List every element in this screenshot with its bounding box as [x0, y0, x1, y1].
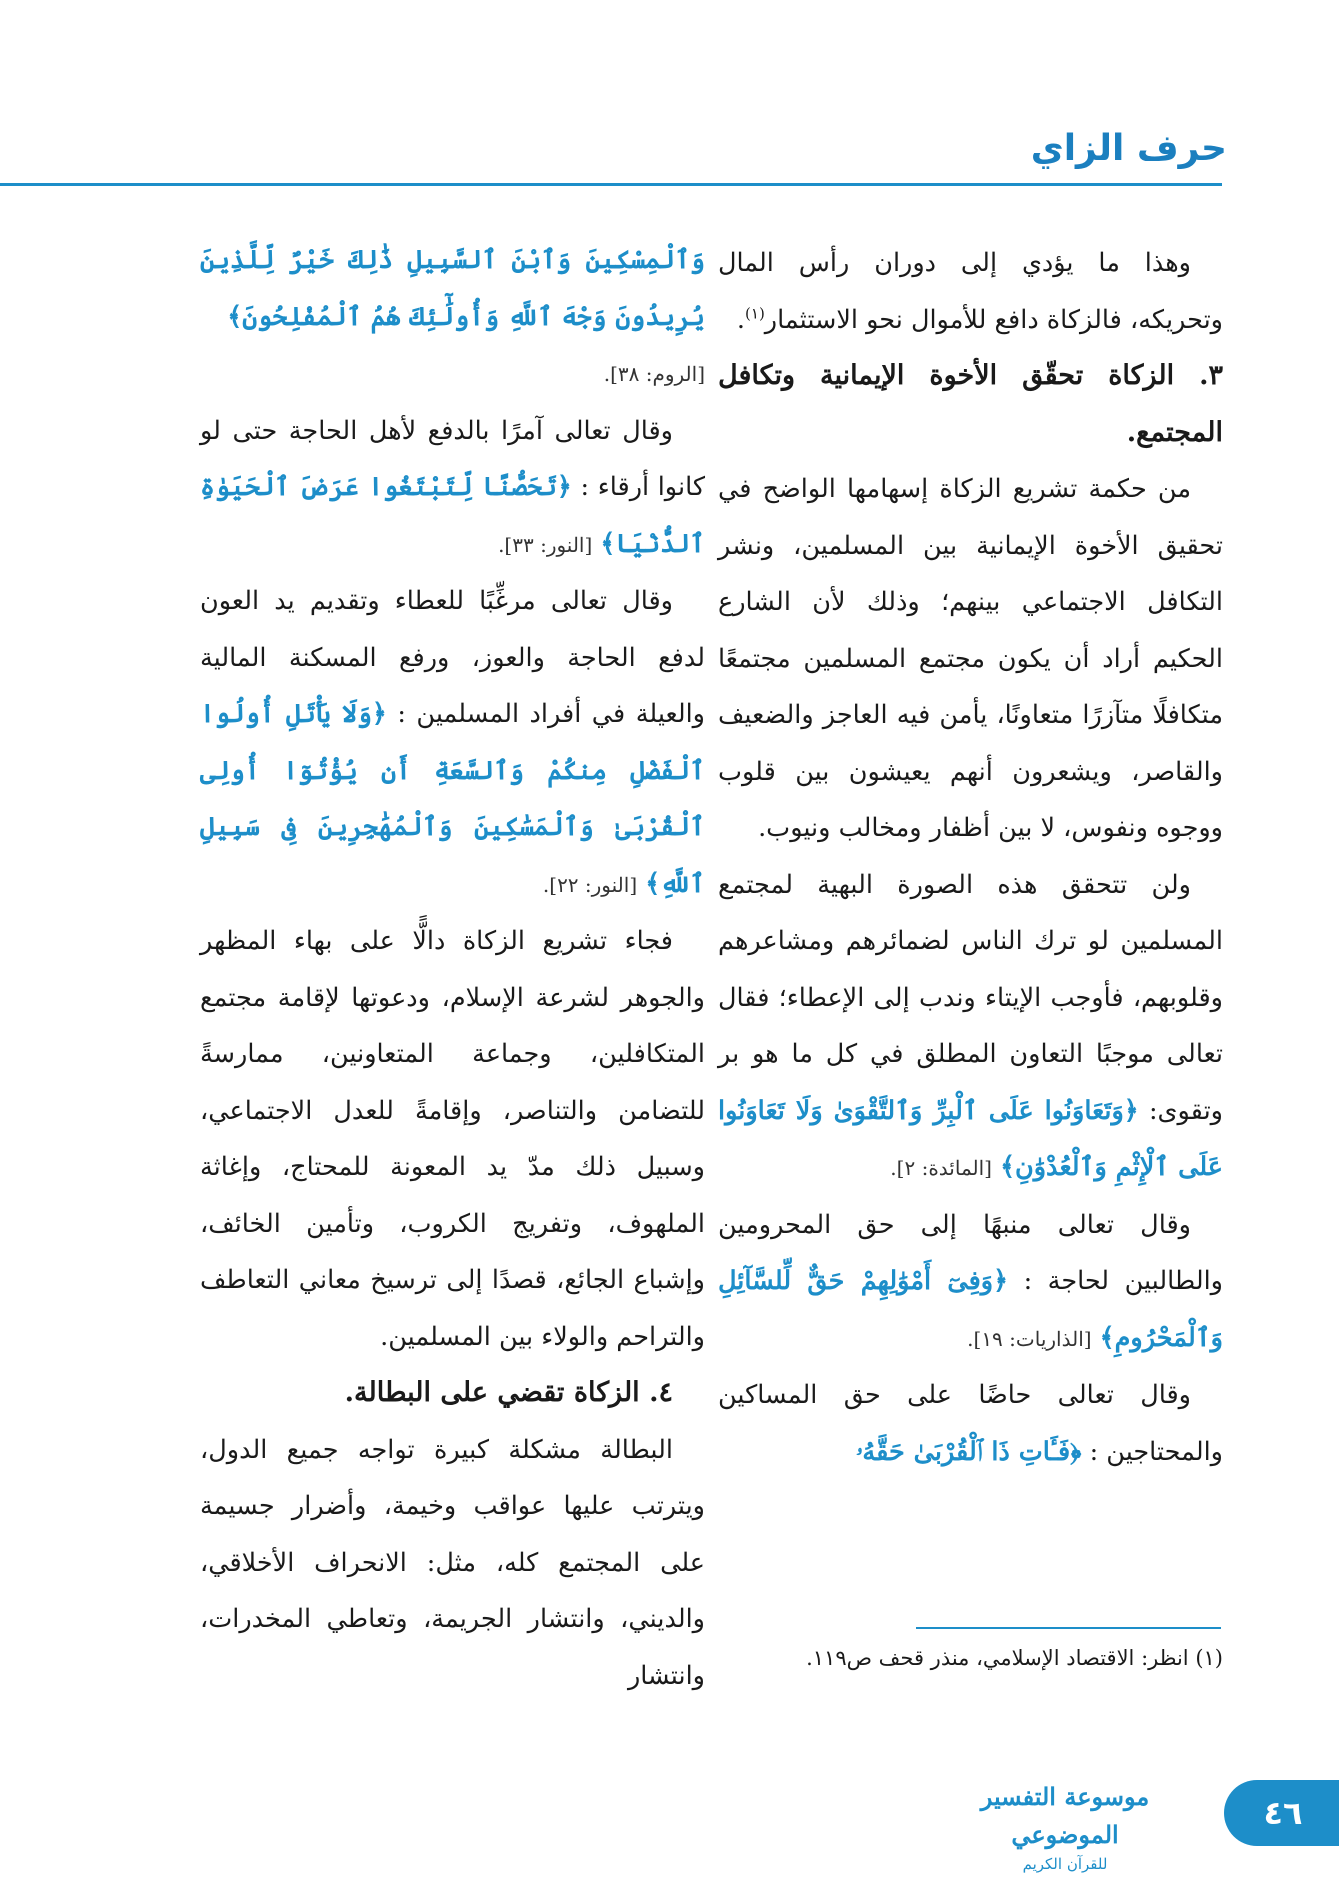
page-number: ٤٦	[1263, 1794, 1303, 1832]
left-column	[200, 232, 705, 1704]
paragraph	[200, 345, 705, 403]
footnote-marker[interactable]: (١)	[745, 304, 765, 322]
logo-subtitle: للقرآن الكريم	[1022, 1855, 1108, 1873]
encyclopedia-logo	[930, 1778, 1200, 1873]
paragraph-text: ولن تتحقق هذه الصورة البهية لمجتمع المسلمين لو ترك الناس لضمائرهم ومشاعرهم وقلوبهم، فأوجب الإيتاء وندب إلى الإعطاء؛ فقال تعالى موجبًا التعاون المطلق في كل ما هو بر وتقوى:	[718, 869, 1223, 1126]
quran-verse: ﴿وَلَا يَأْتَلِ أُولُوا ٱلْفَضْلِ مِنكُمْ وَٱلسَّعَةِ أَن يُؤْتُوٓا أُولِى ٱلْقُرْبَىٰ وَٱلْمَسَٰكِينَ وَٱلْمُهَٰجِرِينَ فِى سَبِيلِ ٱللَّهِ﴾	[200, 699, 705, 899]
paragraph-text: وقال تعالى منبهًا إلى حق المحرومين والطالبين لحاجة :	[718, 1209, 1223, 1296]
paragraph	[718, 1197, 1223, 1368]
verse-reference: [النور: ٢٢].	[542, 872, 638, 897]
paragraph: البطالة مشكلة كبيرة تواجه جميع الدول، ويترتب عليها عواقب وخيمة، وأضرار جسيمة على المجتمع كله، مثل: الانحراف الأخلاقي، والديني، وانتشار الجريمة، وتعاطي المخدرات، وانتشار	[200, 1434, 705, 1691]
paragraph-text: وقال تعالى مرغِّبًا للعطاء وتقديم يد العون لدفع الحاجة والعوز، ورفع المسكنة المالية والعيلة في أفراد المسلمين :	[200, 586, 705, 729]
verse-reference: [الروم: ٣٨].	[603, 362, 705, 386]
logo-title: موسوعة التفسير الموضوعي	[980, 1782, 1150, 1849]
section-heading: ٣. الزكاة تحقّق الأخوة الإيمانية وتكافل المجتمع.	[718, 360, 1223, 448]
paragraph	[200, 573, 705, 913]
paragraph	[718, 235, 1223, 348]
paragraph	[200, 232, 705, 345]
quran-verse: ﴿فَـَٔاتِ ذَا ٱلْقُرْبَىٰ حَقَّهُۥ	[856, 1436, 1082, 1467]
header-rule	[0, 183, 1222, 186]
paragraph-text: وقال تعالى آمرًا بالدفع لأهل الحاجة حتى لو كانوا أرقاء :	[200, 415, 705, 502]
paragraph	[718, 1367, 1223, 1480]
footnote: (١) انظر: الاقتصاد الإسلامي، منذر قحف ص١١٩.	[806, 1646, 1223, 1670]
paragraph: فجاء تشريع الزكاة دالًّا على بهاء المظهر والجوهر لشرعة الإسلام، ودعوتها لإقامة مجتمع المتكافلين، وجماعة المتعاونين، ممارسةً للتضامن والتناصر، وإقامةً للعدل الاجتماعي، وسبيل ذلك مدّ يد المعونة للمحتاج، وإغاثة الملهوف، وتفريج الكروب، وتأمين الخائف، وإشباع الجائع، قصدًا إلى ترسيخ معاني التعاطف والتراحم والولاء بين المسلمين.	[200, 926, 705, 1352]
paragraph-text: وقال تعالى حاضًا على حق المساكين والمحتاجين :	[718, 1380, 1223, 1467]
section-heading: ٤. الزكاة تقضي على البطالة.	[344, 1377, 673, 1408]
quran-verse: وَٱلْمِسْكِينَ وَٱبْنَ ٱلسَّبِيلِ ذَٰلِكَ خَيْرٌ لِّلَّذِينَ يُرِيدُونَ وَجْهَ ٱللَّهِ وَأُولَٰٓئِكَ هُمُ ٱلْمُفْلِحُونَ﴾	[200, 245, 705, 332]
verse-reference: [المائدة: ٢].	[890, 1156, 992, 1180]
quran-verse: ﴿تَحَصُّنًا لِّتَبْتَغُوا عَرَضَ ٱلْحَيَوٰةِ ٱلدُّنْيَا﴾	[200, 472, 705, 559]
running-header-title: حرف الزاي	[1030, 128, 1227, 169]
right-column	[718, 235, 1223, 1480]
verse-reference: [الذاريات: ١٩].	[967, 1326, 1092, 1351]
paragraph-end: .	[736, 304, 746, 335]
quran-verse: ﴿وَتَعَاوَنُوا عَلَى ٱلْبِرِّ وَٱلتَّقْوَىٰ وَلَا تَعَاوَنُوا عَلَى ٱلْإِثْمِ وَٱلْعُدْوَٰنِ﴾	[718, 1095, 1223, 1182]
paragraph-text: وهذا ما يؤدي إلى دوران رأس المال وتحريكه، فالزكاة دافع للأموال نحو الاستثمار	[718, 248, 1223, 335]
verse-reference: [النور: ٣٣].	[498, 532, 593, 557]
paragraph: من حكمة تشريع الزكاة إسهامها الواضح في تحقيق الأخوة الإيمانية بين المسلمين، ونشر التكافل الاجتماعي بينهم؛ وذلك لأن الشارع الحكيم أراد أن يكون مجتمع المسلمين مجتمعًا متكافلًا متآزرًا متعاونًا، يأمن فيه العاجز والضعيف والقاصر، ويشعرون أنهم يعيشون بين قلوب ووجوه ونفوس، لا بين أظفار ومخالب ونيوب.	[718, 474, 1223, 843]
paragraph	[718, 857, 1223, 1197]
footnote-rule	[916, 1627, 1221, 1629]
paragraph	[200, 403, 705, 574]
quran-verse: ﴿وَفِىٓ أَمْوَٰلِهِمْ حَقٌّ لِّلسَّآئِلِ وَٱلْمَحْرُومِ﴾	[718, 1266, 1223, 1353]
